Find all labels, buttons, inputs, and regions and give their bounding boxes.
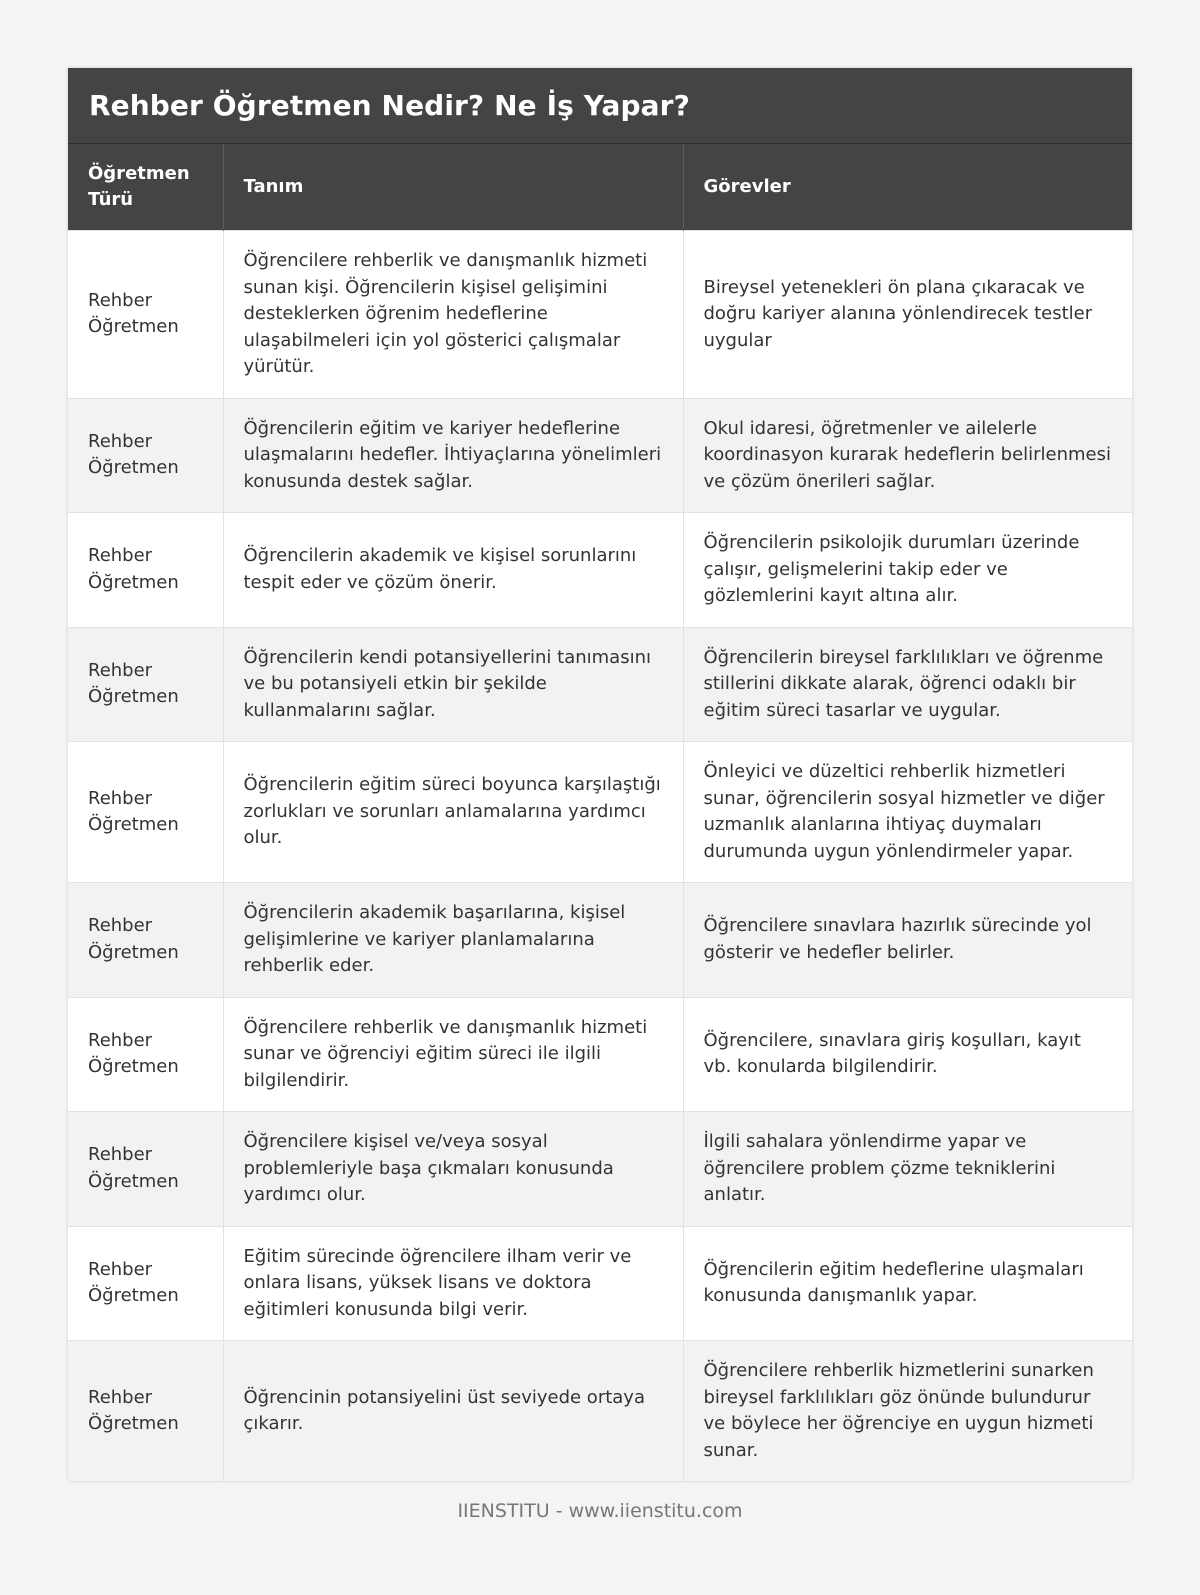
header-duties: Görevler — [683, 144, 1132, 231]
cell-duties: Okul idaresi, öğretmenler ve ailelerle koordinasyon kurarak hedeflerin belirlenmesi ve çözüm önerileri sağlar. — [683, 398, 1132, 513]
cell-definition: Öğrencilerin eğitim ve kariyer hedeflerine ulaşmalarını hedefler. İhtiyaçlarına yönelimleri konusunda destek sağlar. — [223, 398, 683, 513]
cell-teacher-type: Rehber Öğretmen — [68, 513, 223, 628]
table-row — [68, 883, 1132, 998]
table-row — [68, 231, 1132, 399]
table-row — [68, 627, 1132, 742]
cell-teacher-type: Rehber Öğretmen — [68, 398, 223, 513]
table-row — [68, 1341, 1132, 1482]
table-row — [68, 742, 1132, 883]
table-body — [68, 231, 1132, 1482]
page-title: Rehber Öğretmen Nedir? Ne İş Yapar? — [89, 89, 690, 122]
table-row — [68, 1226, 1132, 1341]
cell-definition: Öğrencilere rehberlik ve danışmanlık hizmeti sunan kişi. Öğrencilerin kişisel gelişimini desteklerken öğrenim hedeflerine ulaşabilmeleri için yol gösterici çalışmalar yürütür. — [223, 231, 683, 399]
cell-teacher-type: Rehber Öğretmen — [68, 1112, 223, 1227]
cell-teacher-type: Rehber Öğretmen — [68, 231, 223, 399]
cell-definition: Öğrencinin potansiyelini üst seviyede ortaya çıkarır. — [223, 1341, 683, 1482]
cell-duties: İlgili sahalara yönlendirme yapar ve öğrencilere problem çözme tekniklerini anlatır. — [683, 1112, 1132, 1227]
cell-teacher-type: Rehber Öğretmen — [68, 742, 223, 883]
table-header-row — [68, 144, 1132, 231]
table-row — [68, 997, 1132, 1112]
cell-duties: Öğrencilere sınavlara hazırlık sürecinde yol gösterir ve hedefler belirler. — [683, 883, 1132, 998]
teacher-table — [68, 144, 1132, 1481]
cell-teacher-type: Rehber Öğretmen — [68, 627, 223, 742]
table-card — [68, 68, 1132, 1481]
cell-teacher-type: Rehber Öğretmen — [68, 997, 223, 1112]
header-teacher-type: Öğretmen Türü — [68, 144, 223, 231]
cell-definition: Öğrencilere kişisel ve/veya sosyal problemleriyle başa çıkmaları konusunda yardımcı olur. — [223, 1112, 683, 1227]
cell-duties: Öğrencilere rehberlik hizmetlerini sunarken bireysel farklılıkları göz önünde bulundurur ve böylece her öğrenciye en uygun hizmeti sunar. — [683, 1341, 1132, 1482]
cell-duties: Bireysel yetenekleri ön plana çıkaracak ve doğru kariyer alanına yönlendirecek testler uygular — [683, 231, 1132, 399]
cell-teacher-type: Rehber Öğretmen — [68, 1226, 223, 1341]
title-bar — [68, 68, 1132, 144]
cell-definition: Öğrencilere rehberlik ve danışmanlık hizmeti sunar ve öğrenciyi eğitim süreci ile ilgili bilgilendirir. — [223, 997, 683, 1112]
table-row — [68, 398, 1132, 513]
cell-definition: Öğrencilerin kendi potansiyellerini tanımasını ve bu potansiyeli etkin bir şekilde kullanmalarını sağlar. — [223, 627, 683, 742]
table-row — [68, 513, 1132, 628]
cell-duties: Önleyici ve düzeltici rehberlik hizmetleri sunar, öğrencilerin sosyal hizmetler ve diğer uzmanlık alanlarına ihtiyaç duymaları durumunda uygun yönlendirmeler yapar. — [683, 742, 1132, 883]
cell-duties: Öğrencilerin bireysel farklılıkları ve öğrenme stillerini dikkate alarak, öğrenci odaklı bir eğitim süreci tasarlar ve uygular. — [683, 627, 1132, 742]
cell-teacher-type: Rehber Öğretmen — [68, 1341, 223, 1482]
footer-credit: IIENSTITU - www.iienstitu.com — [457, 1500, 743, 1522]
cell-definition: Öğrencilerin akademik başarılarına, kişisel gelişimlerine ve kariyer planlamalarına rehberlik eder. — [223, 883, 683, 998]
header-definition: Tanım — [223, 144, 683, 231]
cell-duties: Öğrencilerin psikolojik durumları üzerinde çalışır, gelişmelerini takip eder ve gözlemlerini kayıt altına alır. — [683, 513, 1132, 628]
cell-teacher-type: Rehber Öğretmen — [68, 883, 223, 998]
cell-definition: Öğrencilerin akademik ve kişisel sorunlarını tespit eder ve çözüm önerir. — [223, 513, 683, 628]
cell-duties: Öğrencilere, sınavlara giriş koşulları, kayıt vb. konularda bilgilendirir. — [683, 997, 1132, 1112]
cell-definition: Eğitim sürecinde öğrencilere ilham verir ve onlara lisans, yüksek lisans ve doktora eğitimleri konusunda bilgi verir. — [223, 1226, 683, 1341]
table-row — [68, 1112, 1132, 1227]
cell-definition: Öğrencilerin eğitim süreci boyunca karşılaştığı zorlukları ve sorunları anlamalarına yardımcı olur. — [223, 742, 683, 883]
cell-duties: Öğrencilerin eğitim hedeflerine ulaşmaları konusunda danışmanlık yapar. — [683, 1226, 1132, 1341]
